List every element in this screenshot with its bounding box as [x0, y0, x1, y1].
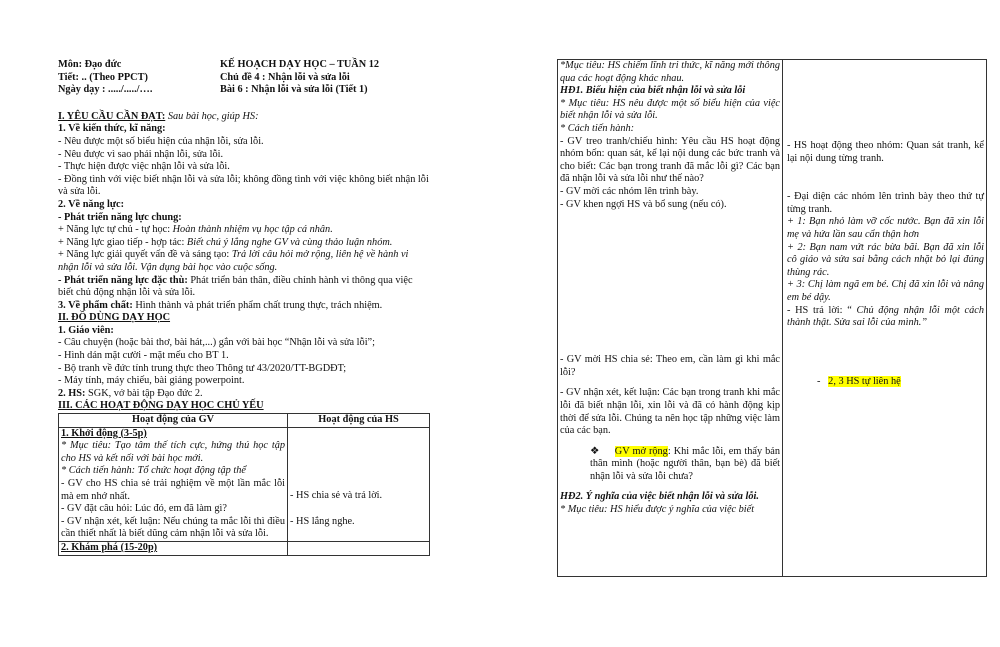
- student-step: - HS hoạt động theo nhóm: Quan sát tranh, kể lại nội dung từng tranh.: [787, 140, 984, 164]
- teacher-step: - GV khen ngợi HS và bổ sung (nếu có).: [560, 198, 727, 210]
- warmup-student-cell: [288, 427, 430, 541]
- teacher-item: - Máy tính, máy chiếu, bài giảng powerpoint.: [58, 375, 245, 387]
- competence-item: [58, 237, 430, 250]
- date-label: Ngày dạy : ...../...../….: [58, 84, 153, 96]
- table-col-student: Hoạt động của HS: [288, 414, 430, 428]
- activities-table-continued: [557, 59, 987, 577]
- lesson-label: Bài 6 : Nhận lỗi và sửa lỗi (Tiết 1): [220, 84, 368, 96]
- competence-desc: Trả lời câu hỏi mở rộng, liên hệ về hành vi nhận lỗi và sửa lỗi. Vận dụng bài học vào cuộc sống.: [58, 249, 409, 273]
- dash-bullet: -: [817, 375, 821, 387]
- activity-2-title: HĐ2. Ý nghĩa của việc biết nhận lỗi và sửa lỗi.: [560, 491, 759, 503]
- competence-item: [58, 249, 430, 274]
- activity-1-title: HĐ1. Biểu hiện của biết nhận lỗi và sửa lỗi: [560, 85, 746, 97]
- student-activity-cell: [783, 60, 987, 577]
- student-reply-label: - HS trả lời: “: [787, 304, 852, 316]
- teacher-step: - GV nhận xét, kết luận: Các bạn trong tranh khi mắc lỗi đã biết nhận lỗi, xin lỗi và đã có hành động kịp thời để sửa lỗi. Chúng ta nên học tập những việc làm của các bạn.: [560, 387, 780, 437]
- student-step: [787, 376, 984, 389]
- explore-goal: *Mục tiêu: HS chiếm lĩnh tri thức, kĩ năng mới thông qua các hoạt động khác nhau.: [560, 60, 780, 84]
- competence-heading: 2. Về năng lực:: [58, 198, 125, 210]
- teacher-heading: 1. Giáo viên:: [58, 324, 114, 336]
- warmup-student-step: - HS chia sẻ và trả lời.: [290, 489, 383, 501]
- teacher-step: - GV treo tranh/chiếu hình: Yêu cầu HS hoạt động nhóm bốn: quan sát, kể lại nội dung các bức tranh và cho biết: Các bạn trong tranh đã mắc lỗi gì? Các bạn đã nhận lỗi và sửa lỗi như thế nào?: [560, 135, 780, 185]
- competence-item: [58, 224, 430, 237]
- knowledge-item: - Thực hiện được việc nhận lỗi và sửa lỗi.: [58, 161, 230, 173]
- explore-title: 2. Khám phá (15-20p): [59, 541, 288, 555]
- competence-label: + Năng lực tự chủ - tự học:: [58, 224, 173, 236]
- header-row-2: [58, 72, 430, 85]
- section-1-heading: [58, 111, 430, 124]
- warmup-student-step: - HS lắng nghe.: [290, 516, 355, 528]
- specific-competence-desc: Phát triển bản thân, điều chỉnh hành vi thông qua việc biết chủ động nhận lỗi và sửa lỗi.: [58, 274, 413, 299]
- knowledge-item: - Đồng tình với việc biết nhận lỗi và sửa lỗi; không đồng tình với việc không biết nhận lỗi và sửa lỗi.: [58, 173, 429, 198]
- teacher-item: - Câu chuyện (hoặc bài thơ, bài hát,...) gắn với bài học “Nhận lỗi và sửa lỗi”;: [58, 337, 375, 349]
- student-step: - Đại diện các nhóm lên trình bày theo thứ tự từng tranh.: [787, 191, 984, 215]
- knowledge-item: - Nêu được một số biểu hiện của nhận lỗi, sửa lỗi.: [58, 135, 264, 147]
- warmup-step: - GV cho HS chia sẻ trải nghiệm về một lần mắc lỗi mà em nhớ nhất.: [61, 478, 285, 502]
- table-header-row: [59, 414, 430, 428]
- competence-desc: Biết chú ý lắng nghe GV và cùng thảo luận nhóm.: [186, 236, 393, 248]
- competence-label: + Năng lực giải quyết vấn đề và sáng tạo:: [58, 249, 232, 261]
- competence-label: + Năng lực giao tiếp - hợp tác:: [58, 236, 187, 248]
- competence-desc: Hoàn thành nhiệm vụ học tập cá nhân.: [172, 224, 333, 236]
- left-page: [58, 59, 430, 556]
- diamond-bullet-icon: ❖: [590, 445, 600, 457]
- teacher-step: - GV mời các nhóm lên trình bày.: [560, 185, 699, 197]
- table-row: [59, 427, 430, 541]
- teacher-item: - Bộ tranh về đức tính trung thực theo Thông tư 43/2020/TT-BGDĐT;: [58, 362, 347, 374]
- warmup-step: - GV đặt câu hỏi: Lúc đó, em đã làm gì?: [61, 503, 227, 515]
- extend-highlight: GV mở rộng: [614, 445, 668, 457]
- knowledge-heading: 1. Về kiến thức, kĩ năng:: [58, 123, 166, 135]
- general-competence-heading: - Phát triển năng lực chung:: [58, 211, 182, 223]
- extend-text: : Khi mắc lỗi, em thấy bản thân mình (hoặc người thân, bạn bè) đã biết nhận lỗi và sửa lỗi chưa?: [590, 445, 781, 482]
- table-col-teacher: Hoạt động của GV: [59, 414, 288, 428]
- section-1-subtitle: Sau bài học, giúp HS:: [165, 110, 259, 122]
- self-reflection-highlight: 2, 3 HS tự liên hệ: [828, 375, 901, 387]
- student-answer: + 3: Chị làm ngã em bé. Chị đã xin lỗi và nâng em bé dậy.: [787, 279, 984, 303]
- warmup-step: - GV nhận xét, kết luận: Nếu chúng ta mắc lỗi thì điều cần thiết nhất là biết dũng cảm nhận lỗi và sửa lỗi.: [61, 515, 285, 540]
- activity-2-goal: * Mục tiêu: HS hiểu được ý nghĩa của việc biết: [560, 504, 755, 516]
- qualities-desc: Hình thành và phát triển phẩm chất trung thực, trách nhiệm.: [132, 299, 383, 311]
- document-title: KẾ HOẠCH DẠY HỌC – TUẦN 12: [220, 59, 380, 70]
- student-reply-text: Chủ động nhận lỗi một cách thành thật. Sửa sai lỗi của mình.”: [787, 304, 984, 329]
- section-3-title: III. CÁC HOẠT ĐỘNG DẠY HỌC CHỦ YẾU: [58, 400, 264, 412]
- warmup-goal: * Mục tiêu: Tạo tâm thế tích cực, hứng thú học tập cho HS và kết nối với bài học mới.: [61, 440, 285, 464]
- warmup-method: * Cách tiến hành: Tổ chức hoạt động tập thể: [61, 465, 246, 477]
- teacher-step-extend: [560, 446, 780, 484]
- teacher-activity-cell: [558, 60, 783, 577]
- qualities-label: 3. Về phẩm chất:: [58, 299, 133, 311]
- specific-competence-label: - Phát triển năng lực đặc thù:: [58, 274, 188, 286]
- table-row: [59, 541, 430, 555]
- student-desc: SGK, vở bài tập Đạo đức 2.: [85, 387, 203, 399]
- warmup-teacher-cell: [59, 427, 288, 541]
- table-row: [558, 60, 987, 577]
- teacher-step: - GV mời HS chia sẻ: Theo em, cần làm gì khi mắc lỗi?: [560, 354, 780, 378]
- specific-competence: [58, 275, 430, 300]
- student-label: 2. HS:: [58, 387, 86, 399]
- activities-table: [58, 413, 430, 556]
- activity-1-method: * Cách tiến hành:: [560, 122, 635, 134]
- student-answer: + 1: Bạn nhỏ làm vỡ cốc nước. Bạn đã xin lỗi mẹ và hứa lần sau cẩn thận hơn: [787, 216, 984, 240]
- qualities: [58, 300, 430, 313]
- warmup-title: 1. Khởi động (3-5p): [61, 427, 147, 439]
- teacher-item: - Hình dán mặt cười - mặt mếu cho BT 1.: [58, 350, 229, 362]
- student-answer: + 2: Bạn nam vứt rác bừa bãi. Bạn đã xin lỗi cô giáo và sửa sai bằng cách nhặt bỏ lại đúng thùng rác.: [787, 241, 984, 278]
- period-label: Tiết: .. (Theo PPCT): [58, 71, 148, 83]
- activity-1-goal: * Mục tiêu: HS nêu được một số biểu hiện của việc biết nhận lỗi và sửa lỗi.: [560, 97, 780, 122]
- section-2-title: II. ĐỒ DÙNG DẠY HỌC: [58, 312, 171, 324]
- student-step: [787, 305, 984, 330]
- student-materials: [58, 388, 430, 401]
- right-page: [557, 59, 987, 577]
- header-row-3: [58, 84, 430, 97]
- topic-label: Chủ đề 4 : Nhận lỗi và sửa lỗi: [220, 71, 350, 83]
- section-1-title: I. YÊU CẦU CẦN ĐẠT:: [58, 110, 166, 122]
- empty-cell: [288, 541, 430, 555]
- subject-label: Môn: Đạo đức: [58, 59, 122, 70]
- knowledge-item: - Nêu được vì sao phải nhận lỗi, sửa lỗi.: [58, 148, 224, 160]
- header-row-1: [58, 59, 430, 72]
